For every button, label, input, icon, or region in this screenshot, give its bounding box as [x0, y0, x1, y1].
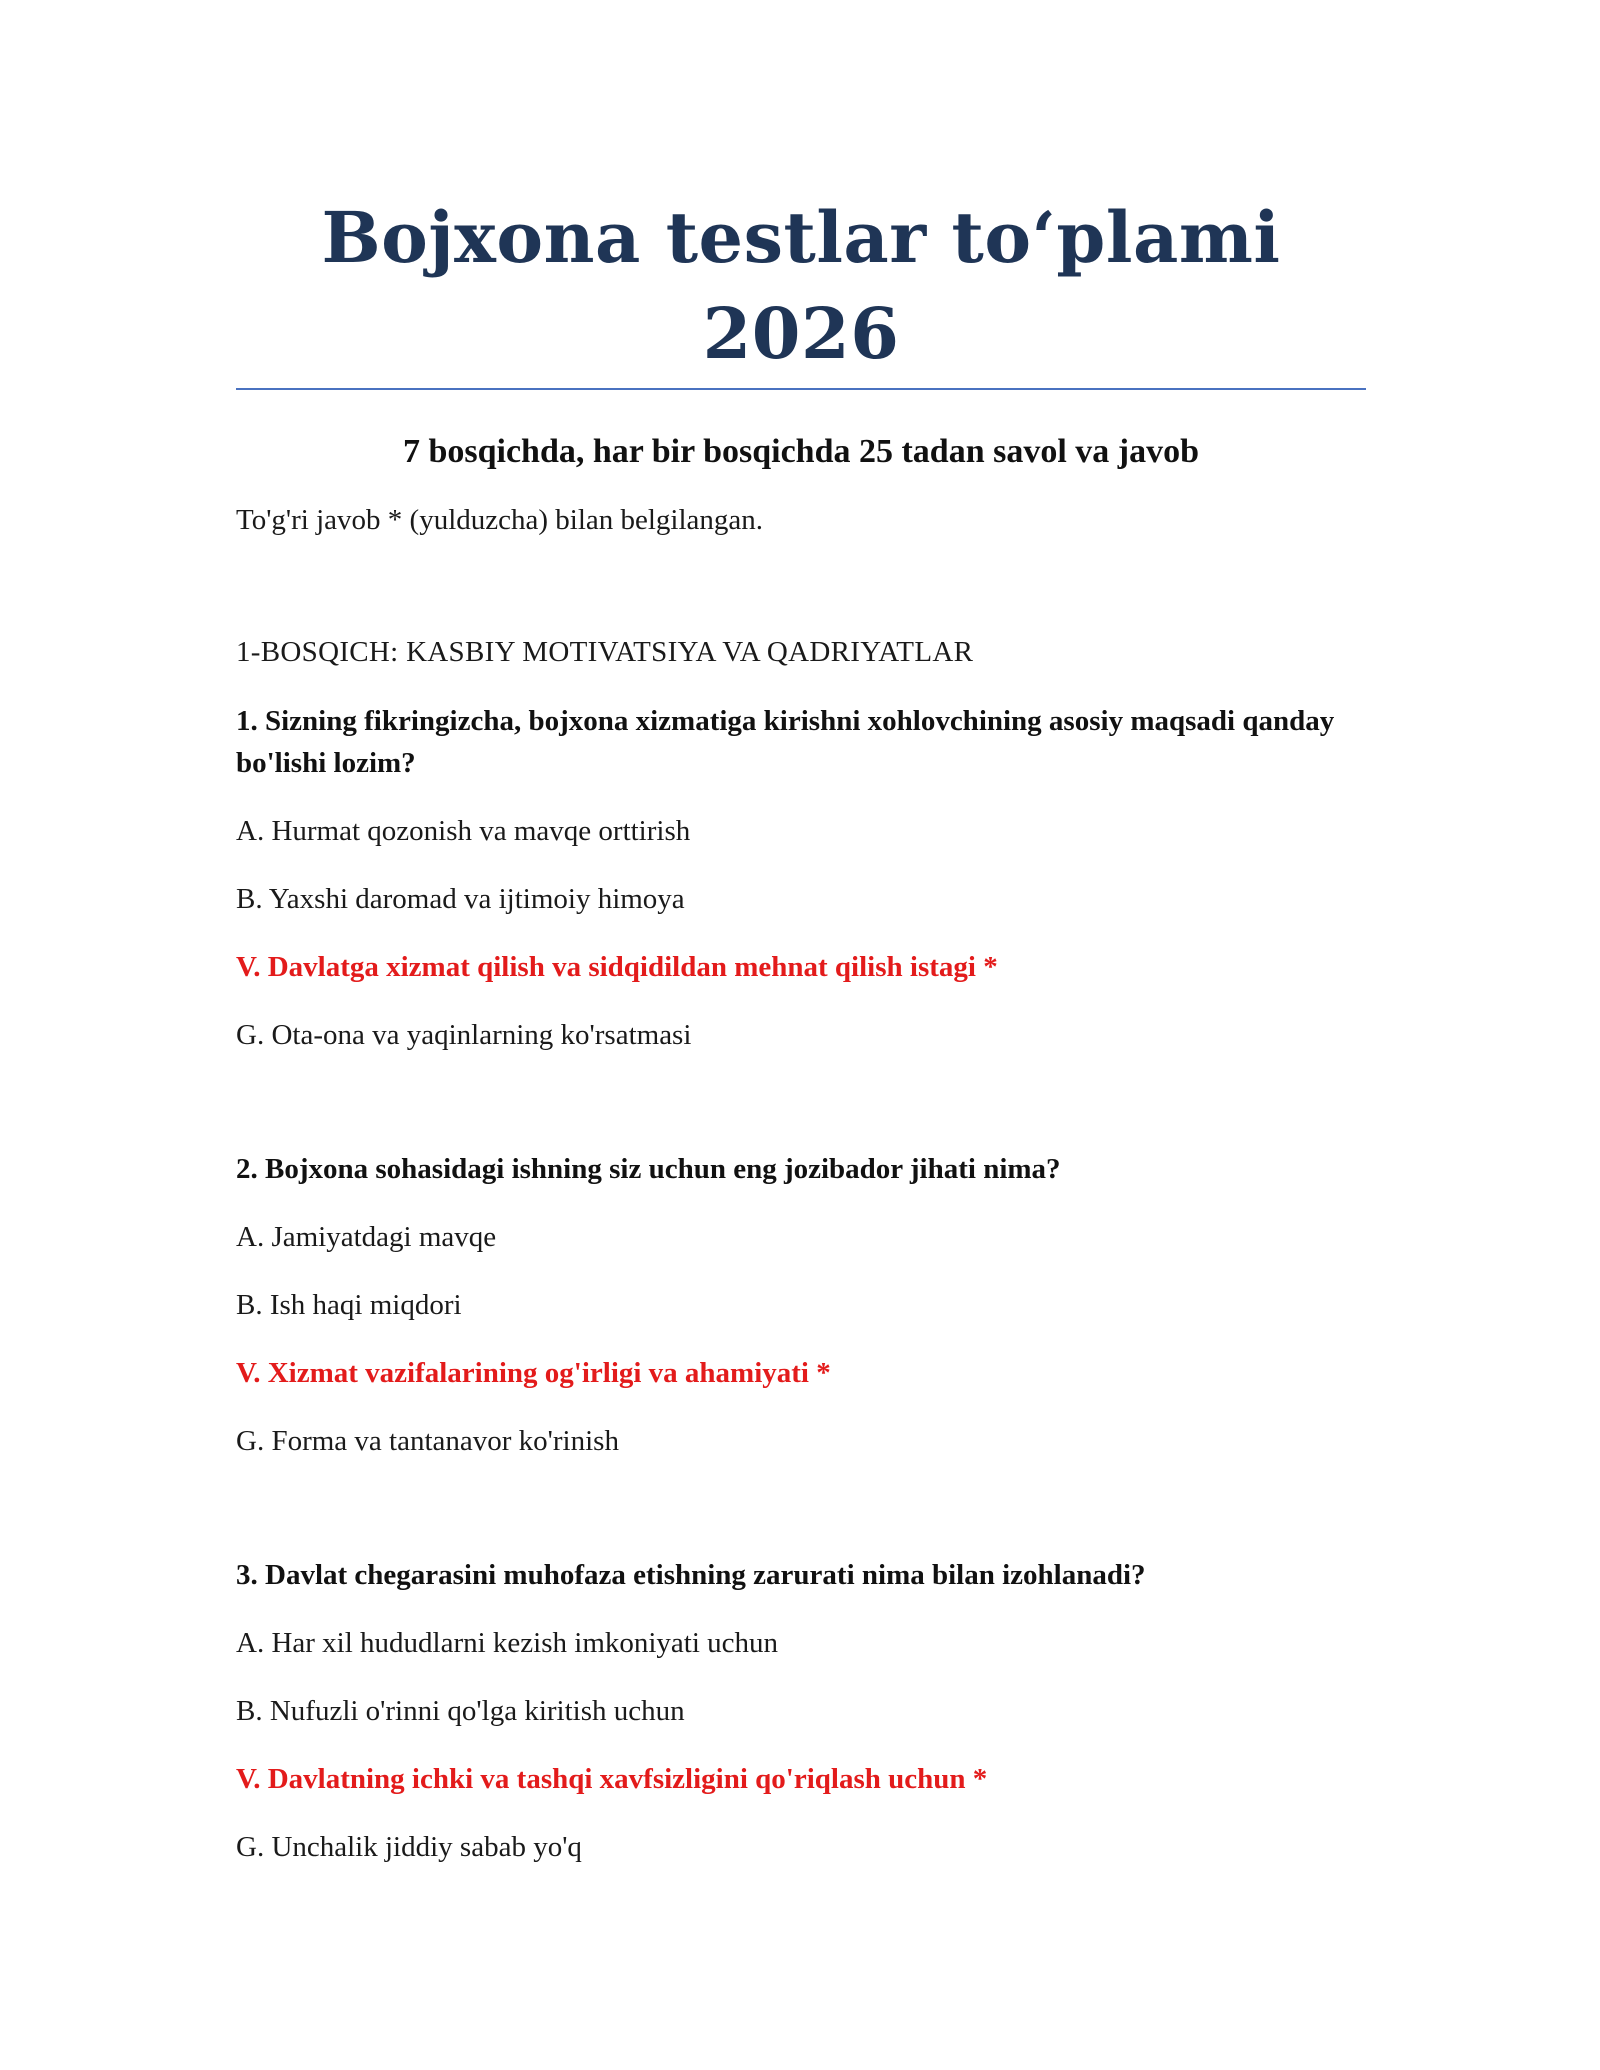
answer-options [236, 1622, 1366, 1868]
document-subtitle: 7 bosqichda, har bir bosqichda 25 tadan savol va javob [402, 433, 1200, 470]
answer-option-v-correct: V. Davlatga xizmat qilish va sidqidildan mehnat qilish istagi * [236, 951, 998, 983]
answer-option-v-correct: V. Davlatning ichki va tashqi xavfsizligini qo'riqlash uchun * [236, 1763, 988, 1795]
document-title: Bojxona testlar to‘plami 2026 [321, 196, 1281, 375]
question-text: 3. Davlat chegarasini muhofaza etishning zarurati nima bilan izohlanadi? [236, 1559, 1146, 1591]
question-text: 2. Bojxona sohasidagi ishning siz uchun eng jozibador jihati nima? [236, 1153, 1061, 1185]
question-2 [236, 1148, 1366, 1462]
answer-option-b: B. Yaxshi daromad va ijtimoiy himoya [236, 883, 685, 915]
question-1 [236, 700, 1366, 1056]
answer-option-b: B. Ish haqi miqdori [236, 1289, 462, 1321]
answer-option-g: G. Forma va tantanavor ko'rinish [236, 1425, 619, 1457]
question-3 [236, 1554, 1366, 1868]
answer-option-a: A. Jamiyatdagi mavqe [236, 1221, 497, 1253]
answer-option-a: A. Har xil hududlarni kezish imkoniyati uchun [236, 1627, 779, 1659]
answer-options [236, 810, 1366, 1056]
question-text: 1. Sizning fikringizcha, bojxona xizmatiga kirishni xohlovchining asosiy maqsadi qanday bo'lishi lozim? [236, 705, 1335, 779]
answer-key-note: To'g'ri javob * (yulduzcha) bilan belgilangan. [236, 504, 764, 536]
document-page [236, 190, 1366, 1868]
answer-option-v-correct: V. Xizmat vazifalarining og'irligi va ahamiyati * [236, 1357, 831, 1389]
answer-option-g: G. Unchalik jiddiy sabab yo'q [236, 1831, 582, 1863]
answer-option-b: B. Nufuzli o'rinni qo'lga kiritish uchun [236, 1695, 685, 1727]
answer-option-a: A. Hurmat qozonish va mavqe orttirish [236, 815, 691, 847]
title-underline [236, 388, 1366, 390]
answer-options [236, 1216, 1366, 1462]
answer-option-g: G. Ota-ona va yaqinlarning ko'rsatmasi [236, 1019, 692, 1051]
section-title: 1-BOSQICH: KASBIY MOTIVATSIYA VA QADRIYATLAR [236, 636, 974, 668]
